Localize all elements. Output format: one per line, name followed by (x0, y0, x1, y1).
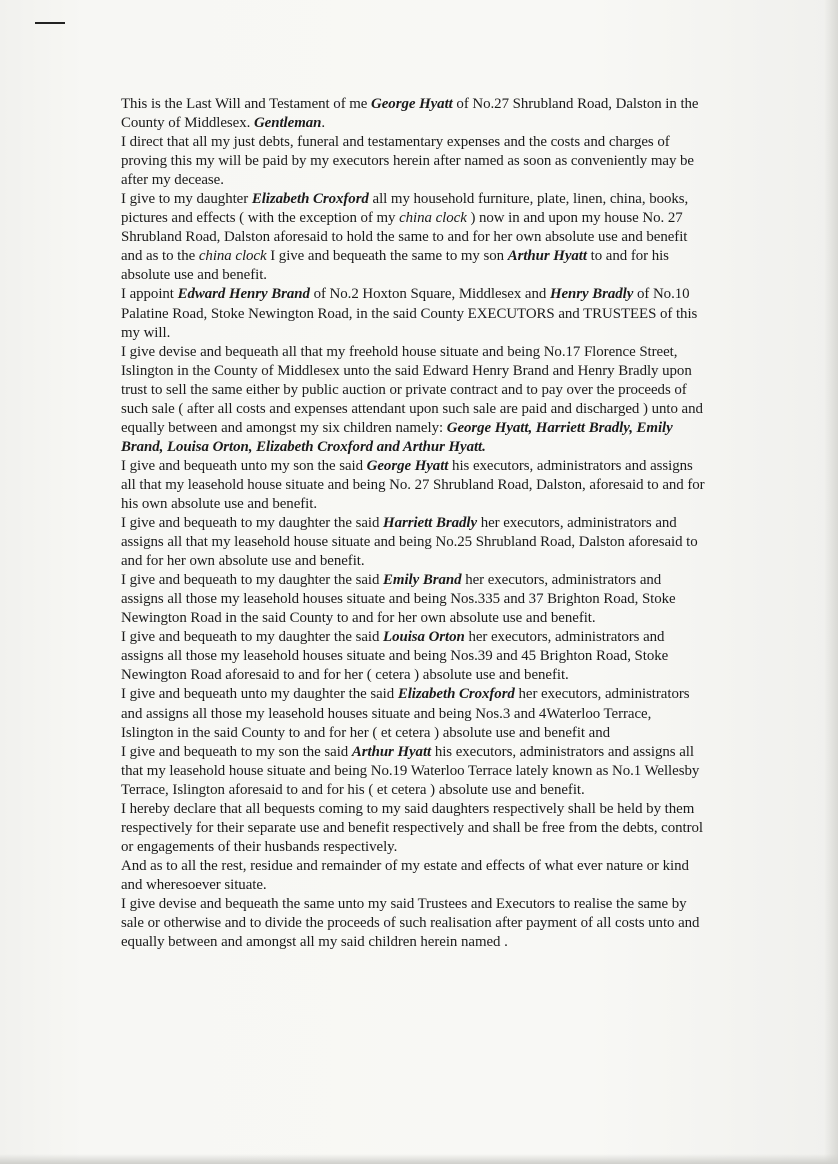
will-paragraph (121, 133, 705, 190)
will-paragraph (121, 190, 705, 285)
paragraph-text: all my household furniture, plate, linen, china, books, pictures and effects ( with the exception of my (121, 191, 689, 227)
paragraph-text: his executors, administrators and assigns all that my leasehold house situate and being No. 27 Shrubland Road, Dalston, aforesaid to and for his own absolute use and benefit. (121, 457, 705, 512)
paragraph-text: I give and bequeath to my daughter the said (121, 515, 384, 532)
scan-mark (35, 22, 65, 24)
will-text (121, 95, 705, 952)
paragraph-text: to and for his absolute use and benefit. (121, 248, 669, 284)
page-bottom-edge (0, 1154, 838, 1164)
person-name: Emily Brand (383, 572, 462, 589)
person-name: Edward Henry Brand (177, 286, 310, 303)
person-name: George Hyatt, Harriett Bradly, Emily Brand, Louisa Orton, Elizabeth Croxford and Arthur Hyatt. (121, 419, 673, 455)
person-name: Gentleman (253, 115, 322, 132)
person-name: George Hyatt (366, 457, 449, 474)
person-name: Arthur Hyatt (507, 248, 587, 265)
person-name: Harriett Bradly (383, 515, 478, 532)
paragraph-text: of No.27 Shrubland Road, Dalston in the County of Middlesex. (121, 96, 699, 132)
person-name: Arthur Hyatt (351, 743, 432, 760)
paragraph-text: of No.2 Hoxton Square, Middlesex and (309, 286, 550, 303)
paragraph-text: I give and bequeath to my son the said (121, 743, 352, 760)
will-paragraph (121, 343, 705, 457)
paragraph-text: her executors, administrators and assigns all those my leasehold houses situate and being Nos.335 and 37 Brighton Road, Stoke Newington Road in the said County to and for her own absolute use and benefit. (121, 572, 676, 627)
will-paragraph (121, 800, 705, 857)
paragraph-text: I appoint (121, 286, 178, 303)
will-paragraph (121, 571, 705, 628)
paragraph-text: I hereby declare that all bequests coming to my said daughters respectively shall be held by them respectively for their separate use and benefit respectively and shall be free from the debts, control or engagements of their husbands respectively. (121, 800, 704, 855)
will-paragraph (121, 857, 705, 895)
italic-phrase: china clock (399, 210, 467, 227)
person-name: Louisa Orton (383, 629, 465, 646)
person-name: Elizabeth Croxford (251, 191, 369, 208)
person-name: Henry Bradly (549, 286, 634, 303)
will-paragraph (121, 285, 705, 342)
paragraph-text: his executors, administrators and assigns all that my leasehold house situate and being No.19 Waterloo Terrace lately known as No.1 Wellesby Terrace, Islington aforesaid to and for his ( et cetera ) absolute use and benefit. (121, 743, 700, 798)
paragraph-text: her executors, administrators and assigns all those my leasehold houses situate and being Nos.3 and 4Waterloo Terrace, Islington in the said County to and for her ( et cetera ) absolute use and benefit and (121, 686, 690, 741)
will-paragraph (121, 895, 705, 952)
italic-phrase: china clock (198, 248, 267, 265)
paragraph-text: I give and bequeath to my daughter the said (121, 629, 384, 646)
paragraph-text: of No.10 Palatine Road, Stoke Newington Road, in the said County EXECUTORS and TRUSTEES of this my will. (121, 286, 698, 341)
paragraph-text: I give and bequeath unto my daughter the said (121, 686, 398, 703)
paragraph-text: I give devise and bequeath all that my freehold house situate and being No.17 Florence Street, Islington in the County of Middlesex unto the said Edward Henry Brand and Henry Bradly upon trust to sell the same either by public auction or private contract and to pay over the proceeds of such sale ( after all costs and expenses attendant upon such sale are paid and discharged ) unto and equally between and amongst my six children namely: (121, 343, 703, 436)
paragraph-text: ) now in and upon my house No. 27 Shrubland Road, Dalston aforesaid to hold the same to and for her own absolute use and benefit and as to the (121, 210, 688, 265)
paragraph-text: I give and bequeath to my daughter the said (121, 572, 384, 589)
paragraph-text: . (321, 115, 326, 132)
person-name: Elizabeth Croxford (397, 686, 515, 703)
paragraph-text: I direct that all my just debts, funeral and testamentary expenses and the costs and charges of proving this my will be paid by my executors herein after named as soon as conveniently may be after my decease. (121, 134, 694, 189)
will-paragraph (121, 95, 705, 133)
paragraph-text: her executors, administrators and assigns all that my leasehold house situate and being No.25 Shrubland Road, Dalston aforesaid to and for her own absolute use and benefit. (121, 515, 698, 570)
paragraph-text: This is the Last Will and Testament of me (121, 96, 372, 112)
will-paragraph (121, 685, 705, 742)
paragraph-text: her executors, administrators and assigns all those my leasehold houses situate and being Nos.39 and 45 Brighton Road, Stoke Newington Road aforesaid to and for her ( cetera ) absolute use and benefit. (121, 629, 669, 684)
paragraph-text: I give devise and bequeath the same unto my said Trustees and Executors to realise the same by sale or otherwise and to divide the proceeds of such realisation after payment of all costs unto and equally between and amongst all my said children herein named . (121, 895, 700, 951)
paragraph-text: I give and bequeath the same to my son (266, 248, 508, 265)
person-name: George Hyatt (371, 96, 453, 112)
will-paragraph (121, 628, 705, 685)
will-paragraph (121, 457, 705, 514)
will-paragraph (121, 743, 705, 800)
will-paragraph (121, 514, 705, 571)
page-edge-shadow (824, 0, 838, 1164)
paragraph-text: I give and bequeath unto my son the said (121, 457, 367, 474)
paragraph-text: I give to my daughter (121, 191, 252, 208)
paragraph-text: And as to all the rest, residue and remainder of my estate and effects of what ever nature or kind and wheresoever situate. (121, 857, 689, 893)
